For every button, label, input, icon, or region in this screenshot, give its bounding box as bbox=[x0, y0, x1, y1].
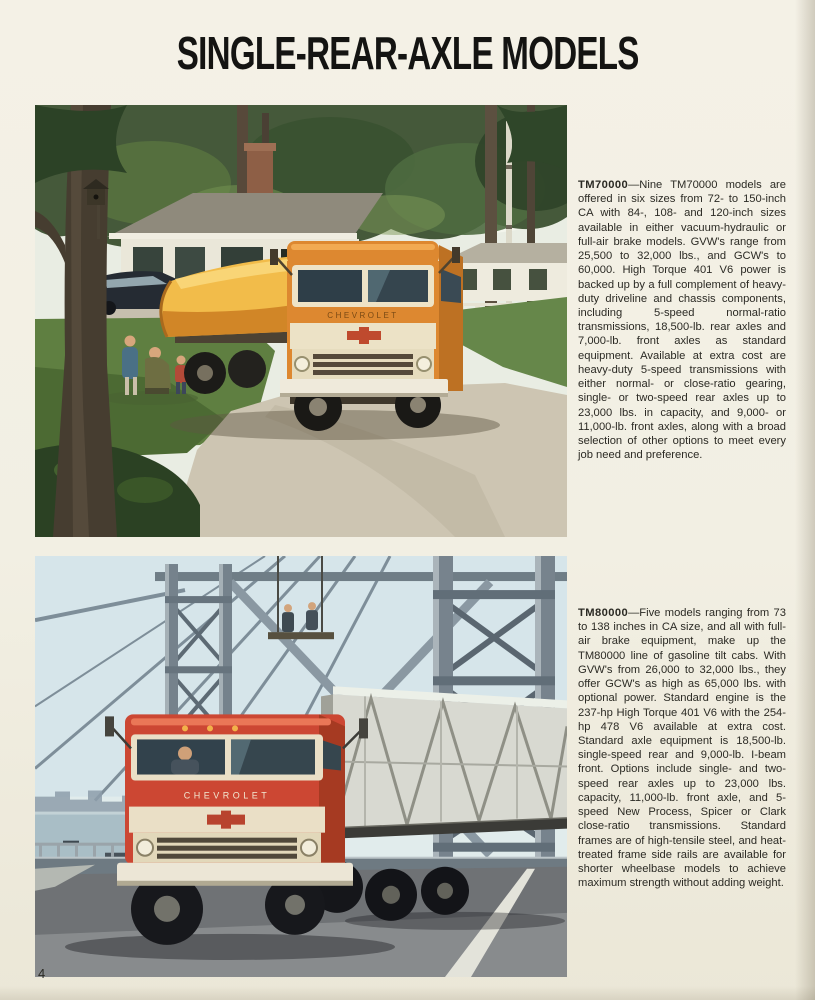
headlight-left bbox=[137, 840, 153, 856]
section-body-tm70000: —Nine TM70000 models are offered in six sizes from 72- to 150-inch CA with 84-, 108- and 120-inch sizes available in either vacuum-hydraulic or full-air brake models. GVW's range from 25,500 to 32,000 lbs., and GCW's to 60,000. High Torque 401 V6 power is backed up by a full complement of heavy-duty driveline and chassis components, including 5-speed normal-ratio transmissions, 18,500-lb. rear axles and 7,000-lb. front axles as standard equipment. Available at extra cost are heavy-duty 5-speed transmissions with either normal- or close-ratio gearing, single- or two-speed rear axles up to 23,000 lbs. in capacity, and 9,000- or 11,000-lb. front axles, along with a broad selection of other options to meet every job need and preference. bbox=[578, 179, 786, 462]
mirror-left bbox=[105, 716, 114, 736]
mirror-left bbox=[270, 249, 278, 265]
page-title bbox=[0, 27, 815, 79]
headlight-right bbox=[301, 840, 317, 856]
section-paragraph bbox=[578, 606, 786, 890]
driveway-scene bbox=[35, 105, 567, 537]
worker-figure bbox=[282, 612, 294, 632]
page-number: 4 bbox=[38, 966, 46, 981]
model-heading-tm70000: TM70000 bbox=[578, 179, 629, 191]
scan-bottom-shadow bbox=[0, 986, 815, 1000]
model-heading-tm80000: TM80000 bbox=[578, 607, 629, 619]
driver-figure bbox=[178, 746, 192, 760]
headlight-left bbox=[295, 357, 309, 371]
windshield-left bbox=[298, 270, 362, 302]
headlight-right bbox=[417, 357, 431, 371]
bridge-scene bbox=[35, 556, 567, 977]
grille-nameplate: CHEVROLET bbox=[327, 311, 399, 320]
section-body-tm80000: —Five models ranging from 73 to 138 inches in CA size, and all with full-air brake equipment, make up the TM80000 line of gasoline tilt cabs. With GVW's from 26,000 to 32,000 lbs., they offer GCW's as high as 65,000 lbs. with optional power. Standard engine is the 237-hp High Torque 401 V6 with the 254-hp 478 V6 available at extra cost. Standard axle equipment is 18,500-lb. single-speed rear and 9,000-lb. I-beam front. Options include single- and two-speed rear axles up to 23,000 lbs. capacity, 11,000-lb. front axle, and 5-speed New Process, Spicer or Clark close-ratio transmissions. Standard frames are of high-tensile steel, and heat-treated frame side rails are available for shorter wheelbase models to achieve maximum strength without adding weight. bbox=[578, 607, 786, 890]
copy-tm70000 bbox=[578, 178, 786, 462]
truck-shadow bbox=[65, 934, 395, 960]
page-title-text: SINGLE-REAR-AXLE MODELS bbox=[176, 27, 639, 79]
grille-nameplate: CHEVROLET bbox=[183, 790, 271, 801]
cab-side bbox=[439, 245, 463, 391]
mirror-right bbox=[452, 247, 460, 263]
mirror-right bbox=[359, 718, 368, 738]
copy-tm80000 bbox=[578, 606, 786, 890]
illustration-tm70000 bbox=[35, 105, 567, 537]
illustration-tm80000 bbox=[35, 556, 567, 977]
worker-figure bbox=[306, 610, 318, 630]
scan-edge-shadow bbox=[795, 0, 815, 1000]
section-paragraph bbox=[578, 178, 786, 462]
